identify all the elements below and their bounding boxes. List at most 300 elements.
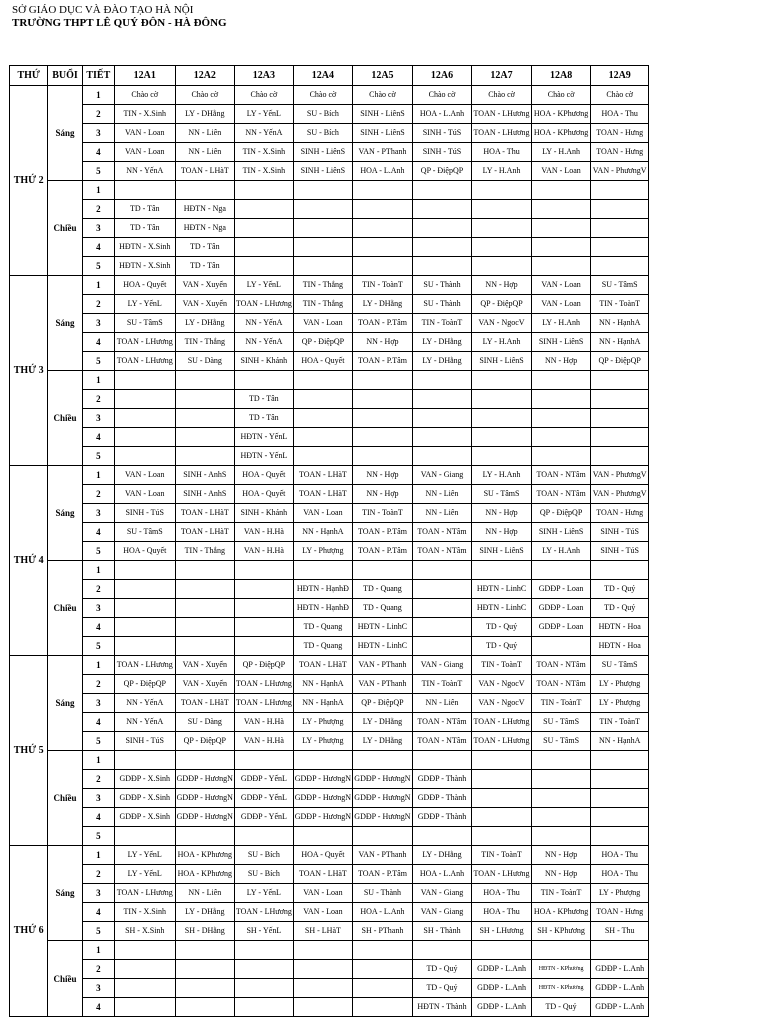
schedule-cell: NN - YếnA <box>114 694 175 713</box>
schedule-cell: SU - Thành <box>353 884 413 903</box>
period-number: 1 <box>82 181 114 200</box>
schedule-cell: GDĐP - L.Anh <box>472 979 532 998</box>
schedule-cell: HOA - Thu <box>472 143 532 162</box>
table-row <box>10 314 649 333</box>
schedule-cell: TIN - ToànT <box>412 675 472 694</box>
table-row <box>10 960 649 979</box>
schedule-cell <box>472 941 532 960</box>
schedule-cell: HOA - Quyết <box>293 352 353 371</box>
schedule-cell: VAN - H.Hà <box>235 713 294 732</box>
schedule-cell: TD - Quý <box>412 979 472 998</box>
schedule-cell <box>235 181 294 200</box>
schedule-cell: LY - Phượng <box>293 732 353 751</box>
schedule-cell: GDĐP - L.Anh <box>472 998 532 1017</box>
schedule-cell <box>531 390 591 409</box>
schedule-cell: TD - Quang <box>293 637 353 656</box>
schedule-cell <box>353 371 413 390</box>
schedule-cell <box>412 219 472 238</box>
schedule-cell: HĐTN - KPhương <box>531 960 591 979</box>
schedule-cell: HĐTN - LinhC <box>353 637 413 656</box>
schedule-cell: LY - YếnL <box>114 295 175 314</box>
schedule-cell: TOAN - P.Tâm <box>353 352 413 371</box>
header-period: TIẾT <box>82 66 114 86</box>
period-number: 3 <box>82 599 114 618</box>
schedule-cell: HOA - KPhương <box>531 903 591 922</box>
session-label: Chiều <box>48 751 82 846</box>
schedule-cell <box>293 409 353 428</box>
header-class: 12A5 <box>353 66 413 86</box>
schedule-cell: VAN - H.Hà <box>235 523 294 542</box>
schedule-cell: TIN - Thắng <box>293 295 353 314</box>
schedule-cell: TOAN - NTâm <box>531 466 591 485</box>
schedule-cell: LY - DHằng <box>175 105 235 124</box>
schedule-cell <box>472 181 532 200</box>
schedule-cell <box>175 447 235 466</box>
schedule-cell: NN - Hợp <box>353 485 413 504</box>
table-row <box>10 789 649 808</box>
schedule-cell <box>412 390 472 409</box>
schedule-cell <box>591 390 649 409</box>
table-row <box>10 219 649 238</box>
schedule-cell <box>235 941 294 960</box>
schedule-cell: LY - H.Anh <box>472 333 532 352</box>
schedule-cell: SH - LHàT <box>293 922 353 941</box>
schedule-cell: SU - Bích <box>235 846 294 865</box>
session-label: Sáng <box>48 846 82 941</box>
schedule-cell: TIN - ToànT <box>353 504 413 523</box>
schedule-cell: TIN - ToànT <box>412 314 472 333</box>
schedule-cell <box>235 580 294 599</box>
schedule-cell: HĐTN - KPhương <box>531 979 591 998</box>
schedule-cell: TIN - Thắng <box>175 542 235 561</box>
schedule-cell: VAN - PhươngV <box>591 466 649 485</box>
schedule-cell: GDĐP - Loan <box>531 618 591 637</box>
schedule-cell: VAN - Loan <box>531 162 591 181</box>
schedule-cell: NN - HạnhA <box>293 694 353 713</box>
schedule-cell <box>472 808 532 827</box>
schedule-cell <box>353 979 413 998</box>
schedule-cell: VAN - PhươngV <box>591 162 649 181</box>
table-row <box>10 808 649 827</box>
table-row <box>10 713 649 732</box>
schedule-cell: NN - YếnA <box>235 314 294 333</box>
schedule-cell: LY - Phượng <box>591 675 649 694</box>
session-label: Chiều <box>48 561 82 656</box>
schedule-cell <box>591 789 649 808</box>
session-label: Sáng <box>48 86 82 181</box>
schedule-cell: HOA - KPhương <box>531 105 591 124</box>
schedule-cell <box>353 998 413 1017</box>
table-row <box>10 618 649 637</box>
schedule-cell <box>472 428 532 447</box>
schedule-cell: LY - Phượng <box>591 694 649 713</box>
schedule-cell <box>591 561 649 580</box>
schedule-cell <box>114 998 175 1017</box>
table-row <box>10 884 649 903</box>
schedule-cell <box>591 447 649 466</box>
schedule-cell: GDĐP - Thành <box>412 808 472 827</box>
schedule-cell <box>531 789 591 808</box>
schedule-cell: TOAN - LHàT <box>293 466 353 485</box>
period-number: 4 <box>82 523 114 542</box>
schedule-cell <box>293 181 353 200</box>
schedule-cell: SINH - AnhS <box>175 466 235 485</box>
schedule-cell: GDĐP - HươngN <box>353 789 413 808</box>
schedule-cell <box>531 941 591 960</box>
schedule-cell: TD - Quang <box>353 599 413 618</box>
schedule-cell <box>412 580 472 599</box>
schedule-cell: TOAN - P.Tâm <box>353 523 413 542</box>
schedule-cell <box>114 561 175 580</box>
schedule-cell: GDĐP - L.Anh <box>472 960 532 979</box>
school-name: TRƯỜNG THPT LÊ QUÝ ĐÔN - HÀ ĐÔNG <box>12 17 227 29</box>
schedule-cell: LY - H.Anh <box>531 143 591 162</box>
period-number: 3 <box>82 409 114 428</box>
schedule-cell: TOAN - NTâm <box>412 732 472 751</box>
schedule-cell: QP - ĐiệpQP <box>175 732 235 751</box>
schedule-cell <box>353 561 413 580</box>
schedule-cell <box>472 257 532 276</box>
period-number: 1 <box>82 846 114 865</box>
schedule-cell: VAN - Loan <box>531 276 591 295</box>
schedule-cell: TIN - X.Sinh <box>114 903 175 922</box>
schedule-cell: Chào cờ <box>531 86 591 105</box>
schedule-cell: HĐTN - HạnhĐ <box>293 580 353 599</box>
schedule-cell: HĐTN - LinhC <box>472 580 532 599</box>
schedule-cell <box>591 770 649 789</box>
schedule-cell <box>353 200 413 219</box>
schedule-cell: SH - DHằng <box>175 922 235 941</box>
schedule-cell: LY - H.Anh <box>531 314 591 333</box>
schedule-cell: SU - TâmS <box>591 276 649 295</box>
period-number: 4 <box>82 618 114 637</box>
schedule-cell <box>353 257 413 276</box>
header-class: 12A4 <box>293 66 353 86</box>
period-number: 1 <box>82 751 114 770</box>
table-row <box>10 371 649 390</box>
table-row <box>10 827 649 846</box>
schedule-cell <box>591 751 649 770</box>
schedule-cell: HĐTN - HạnhĐ <box>293 599 353 618</box>
schedule-cell: GDĐP - L.Anh <box>591 960 649 979</box>
schedule-cell: NN - Hợp <box>531 865 591 884</box>
schedule-cell <box>412 751 472 770</box>
schedule-cell <box>293 561 353 580</box>
schedule-cell <box>114 428 175 447</box>
session-label: Chiều <box>48 181 82 276</box>
schedule-cell: VAN - PThanh <box>353 143 413 162</box>
schedule-cell: TIN - Thắng <box>175 333 235 352</box>
schedule-cell: SH - Thành <box>412 922 472 941</box>
schedule-cell <box>293 390 353 409</box>
period-number: 1 <box>82 466 114 485</box>
schedule-cell <box>293 428 353 447</box>
table-row <box>10 523 649 542</box>
day-label: THỨ 6 <box>10 846 48 1017</box>
header-class: 12A7 <box>472 66 532 86</box>
schedule-cell: TOAN - LHàT <box>175 162 235 181</box>
schedule-cell: TD - Quang <box>353 580 413 599</box>
table-row <box>10 903 649 922</box>
schedule-cell <box>412 409 472 428</box>
schedule-cell: GDĐP - L.Anh <box>591 998 649 1017</box>
schedule-cell <box>472 371 532 390</box>
schedule-cell: SINH - TúS <box>114 732 175 751</box>
table-row <box>10 409 649 428</box>
schedule-cell <box>412 827 472 846</box>
schedule-cell: GDĐP - X.Sinh <box>114 770 175 789</box>
schedule-cell: SU - TâmS <box>114 523 175 542</box>
schedule-cell: TOAN - LHương <box>114 884 175 903</box>
schedule-cell: HOA - Quyết <box>114 276 175 295</box>
schedule-cell: LY - H.Anh <box>472 466 532 485</box>
schedule-cell: TD - Quý <box>412 960 472 979</box>
schedule-cell <box>531 827 591 846</box>
schedule-cell: GDĐP - HươngN <box>293 808 353 827</box>
schedule-cell: LY - DHằng <box>353 713 413 732</box>
schedule-cell <box>293 219 353 238</box>
schedule-cell: NN - Liên <box>175 124 235 143</box>
schedule-cell: TOAN - NTâm <box>531 675 591 694</box>
schedule-cell <box>472 409 532 428</box>
schedule-cell: TIN - X.Sinh <box>235 143 294 162</box>
schedule-cell: VAN - Giang <box>412 884 472 903</box>
schedule-cell <box>472 238 532 257</box>
period-number: 4 <box>82 333 114 352</box>
period-number: 3 <box>82 504 114 523</box>
period-number: 3 <box>82 979 114 998</box>
period-number: 2 <box>82 580 114 599</box>
period-number: 2 <box>82 675 114 694</box>
schedule-cell <box>531 257 591 276</box>
schedule-cell <box>412 637 472 656</box>
schedule-cell: Chào cờ <box>591 86 649 105</box>
schedule-cell: NN - Liên <box>175 884 235 903</box>
schedule-cell <box>591 371 649 390</box>
schedule-cell: TOAN - LHương <box>472 713 532 732</box>
schedule-cell: VAN - Loan <box>293 903 353 922</box>
schedule-cell: VAN - Xuyến <box>175 295 235 314</box>
schedule-cell: NN - HạnhA <box>591 314 649 333</box>
schedule-cell <box>412 200 472 219</box>
schedule-cell: TD - Tân <box>235 390 294 409</box>
schedule-cell <box>235 637 294 656</box>
schedule-cell: LY - YếnL <box>235 105 294 124</box>
period-number: 4 <box>82 808 114 827</box>
schedule-cell: NN - HạnhA <box>293 523 353 542</box>
schedule-cell: HOA - L.Anh <box>353 162 413 181</box>
day-label: THỨ 4 <box>10 466 48 656</box>
schedule-cell: TOAN - NTâm <box>412 523 472 542</box>
day-label: THỨ 5 <box>10 656 48 846</box>
schedule-cell: NN - Hợp <box>472 523 532 542</box>
schedule-cell: SINH - TúS <box>591 523 649 542</box>
period-number: 4 <box>82 238 114 257</box>
schedule-cell <box>531 428 591 447</box>
schedule-cell: SINH - Khánh <box>235 352 294 371</box>
schedule-cell: TOAN - LHàT <box>175 523 235 542</box>
schedule-cell <box>531 770 591 789</box>
header-session: BUỔI <box>48 66 82 86</box>
schedule-cell: HOA - Thu <box>591 865 649 884</box>
schedule-cell <box>114 181 175 200</box>
schedule-cell: SU - Dàng <box>175 352 235 371</box>
table-row <box>10 352 649 371</box>
schedule-cell <box>293 447 353 466</box>
schedule-cell: VAN - Giang <box>412 903 472 922</box>
schedule-cell: VAN - NgocV <box>472 314 532 333</box>
timetable <box>9 65 649 1017</box>
schedule-cell: TOAN - LHương <box>235 694 294 713</box>
schedule-cell: HĐTN - Nga <box>175 200 235 219</box>
period-number: 5 <box>82 637 114 656</box>
schedule-cell: TD - Quý <box>591 580 649 599</box>
schedule-cell <box>235 200 294 219</box>
table-row <box>10 447 649 466</box>
schedule-cell: SINH - LiênS <box>293 143 353 162</box>
schedule-cell <box>175 751 235 770</box>
header-class: 12A3 <box>235 66 294 86</box>
schedule-cell <box>114 447 175 466</box>
schedule-cell: GDĐP - L.Anh <box>591 979 649 998</box>
schedule-cell <box>293 200 353 219</box>
schedule-cell: TD - Quý <box>472 637 532 656</box>
schedule-cell: HOA - L.Anh <box>412 105 472 124</box>
schedule-cell: VAN - Loan <box>293 884 353 903</box>
schedule-cell: SINH - TúS <box>114 504 175 523</box>
schedule-cell: SU - TâmS <box>591 656 649 675</box>
schedule-cell <box>472 789 532 808</box>
session-label: Chiều <box>48 371 82 466</box>
schedule-cell: TOAN - Hưng <box>591 903 649 922</box>
schedule-cell <box>531 751 591 770</box>
schedule-cell <box>412 941 472 960</box>
table-row <box>10 979 649 998</box>
schedule-cell <box>591 200 649 219</box>
schedule-cell: HOA - L.Anh <box>353 903 413 922</box>
schedule-cell: GDĐP - Thành <box>412 770 472 789</box>
schedule-cell: SINH - LiênS <box>472 542 532 561</box>
schedule-cell <box>353 751 413 770</box>
header-class: 12A8 <box>531 66 591 86</box>
schedule-cell: VAN - PhươngV <box>591 485 649 504</box>
schedule-cell: TIN - ToànT <box>531 884 591 903</box>
schedule-cell: NN - YếnA <box>114 162 175 181</box>
schedule-cell <box>114 409 175 428</box>
schedule-cell <box>175 371 235 390</box>
period-number: 5 <box>82 257 114 276</box>
schedule-cell: GDĐP - HươngN <box>353 770 413 789</box>
schedule-cell: HOA - Thu <box>472 903 532 922</box>
table-row <box>10 466 649 485</box>
period-number: 5 <box>82 922 114 941</box>
schedule-cell: HOA - Thu <box>591 105 649 124</box>
schedule-cell: TOAN - NTâm <box>412 542 472 561</box>
schedule-cell: NN - Hợp <box>472 504 532 523</box>
period-number: 4 <box>82 713 114 732</box>
period-number: 2 <box>82 960 114 979</box>
schedule-cell: Chào cờ <box>293 86 353 105</box>
table-row <box>10 922 649 941</box>
schedule-cell: TOAN - LHương <box>114 333 175 352</box>
timetable-body <box>10 86 649 1017</box>
table-header-row <box>10 66 649 86</box>
session-label: Sáng <box>48 466 82 561</box>
schedule-cell <box>114 979 175 998</box>
schedule-cell: HĐTN - LinhC <box>472 599 532 618</box>
schedule-cell <box>114 941 175 960</box>
schedule-cell: HOA - Quyết <box>235 466 294 485</box>
schedule-cell: SU - TâmS <box>531 732 591 751</box>
schedule-cell: VAN - Loan <box>114 124 175 143</box>
schedule-cell: SU - Bích <box>293 124 353 143</box>
table-row <box>10 295 649 314</box>
period-number: 1 <box>82 941 114 960</box>
schedule-cell <box>114 371 175 390</box>
schedule-cell <box>531 181 591 200</box>
schedule-cell <box>472 200 532 219</box>
table-row <box>10 694 649 713</box>
table-row <box>10 485 649 504</box>
period-number: 2 <box>82 390 114 409</box>
schedule-cell <box>531 808 591 827</box>
schedule-cell: VAN - PThanh <box>353 656 413 675</box>
schedule-cell: TOAN - LHương <box>472 865 532 884</box>
schedule-cell: TOAN - LHàT <box>293 656 353 675</box>
schedule-cell <box>591 238 649 257</box>
schedule-cell <box>293 238 353 257</box>
schedule-cell: NN - YếnA <box>114 713 175 732</box>
schedule-cell <box>412 238 472 257</box>
schedule-cell: SU - Dàng <box>175 713 235 732</box>
schedule-cell <box>235 998 294 1017</box>
schedule-cell <box>591 181 649 200</box>
table-row <box>10 675 649 694</box>
schedule-cell <box>353 390 413 409</box>
schedule-cell: GDĐP - HươngN <box>293 770 353 789</box>
schedule-cell <box>175 941 235 960</box>
schedule-cell <box>353 827 413 846</box>
schedule-cell: VAN - NgocV <box>472 675 532 694</box>
schedule-cell: TOAN - LHàT <box>293 485 353 504</box>
schedule-cell: GDĐP - YếnL <box>235 770 294 789</box>
schedule-cell: VAN - H.Hà <box>235 732 294 751</box>
schedule-cell <box>531 561 591 580</box>
table-row <box>10 143 649 162</box>
schedule-cell: SU - TâmS <box>472 485 532 504</box>
schedule-cell: TOAN - LHương <box>472 732 532 751</box>
schedule-cell: GDĐP - HươngN <box>353 808 413 827</box>
schedule-cell <box>114 618 175 637</box>
schedule-cell <box>175 409 235 428</box>
schedule-cell: HĐTN - Thành <box>412 998 472 1017</box>
period-number: 3 <box>82 789 114 808</box>
schedule-cell <box>472 561 532 580</box>
day-label: THỨ 3 <box>10 276 48 466</box>
period-number: 4 <box>82 903 114 922</box>
schedule-cell <box>175 390 235 409</box>
schedule-cell: HOA - KPhương <box>175 846 235 865</box>
department-name: SỞ GIÁO DỤC VÀ ĐÀO TẠO HÀ NỘI <box>12 4 194 16</box>
schedule-cell <box>235 238 294 257</box>
schedule-cell: HOA - KPhương <box>531 124 591 143</box>
schedule-cell: SH - YếnL <box>235 922 294 941</box>
schedule-cell <box>235 599 294 618</box>
schedule-cell: HĐTN - Hoa <box>591 637 649 656</box>
schedule-cell: Chào cờ <box>114 86 175 105</box>
schedule-cell <box>114 580 175 599</box>
schedule-cell <box>293 751 353 770</box>
